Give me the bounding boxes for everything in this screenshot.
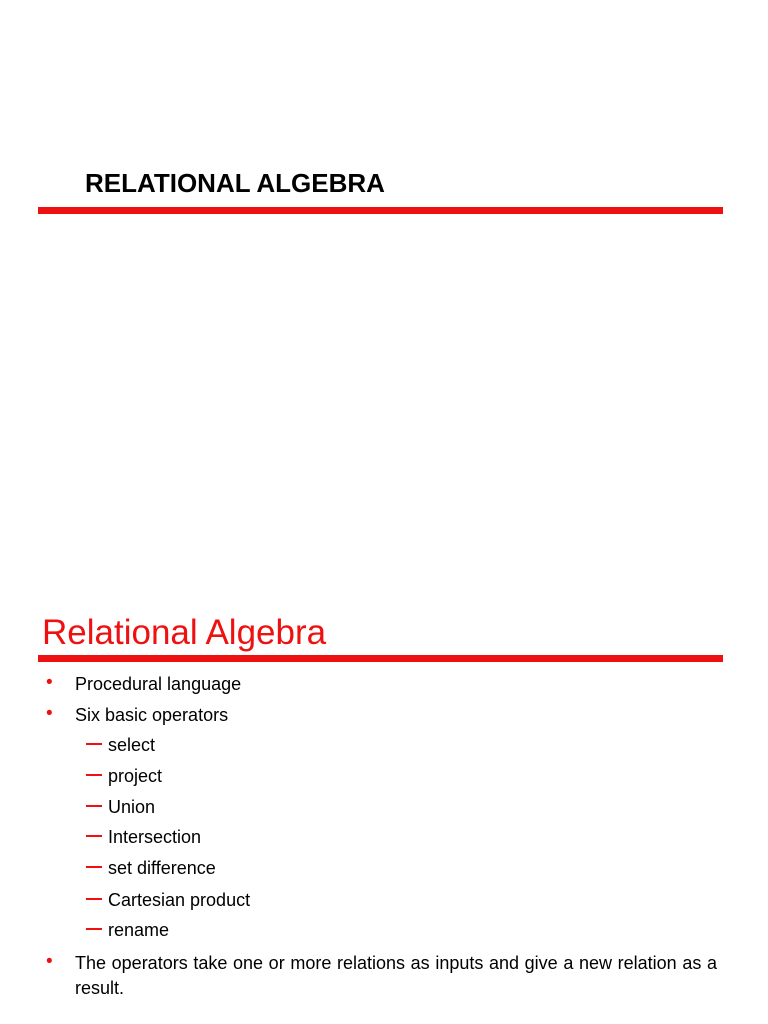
sub-bullet-item: set difference [108, 858, 216, 878]
dash-icon [86, 898, 102, 900]
sub-bullet-item: select [108, 735, 156, 755]
sub-bullet-item: Intersection [108, 827, 202, 847]
dash-icon [86, 928, 102, 930]
dash-icon [86, 835, 102, 837]
title-underline-rule [38, 655, 723, 662]
sub-bullet-item: project [108, 766, 163, 786]
dash-icon [86, 774, 102, 776]
bullet-item: Six basic operators [75, 705, 229, 725]
slide2-title: Relational Algebra [42, 613, 327, 652]
dash-icon [86, 805, 102, 807]
slide1-title: RELATIONAL ALGEBRA [85, 168, 385, 198]
bullet-dot-icon: • [46, 703, 53, 724]
sub-bullet-item: Cartesian product [108, 890, 251, 910]
bullet-item: Procedural language [75, 674, 242, 694]
title-underline-rule [38, 207, 723, 214]
bullet-dot-icon: • [46, 672, 53, 693]
dash-icon [86, 743, 102, 745]
dash-icon [86, 866, 102, 868]
bullet-item: The operators take one or more relations as inputs and give a new relation as a result. [75, 953, 717, 998]
bullet-dot-icon: • [46, 951, 53, 972]
sub-bullet-item: rename [108, 920, 170, 940]
sub-bullet-item: Union [108, 797, 156, 817]
